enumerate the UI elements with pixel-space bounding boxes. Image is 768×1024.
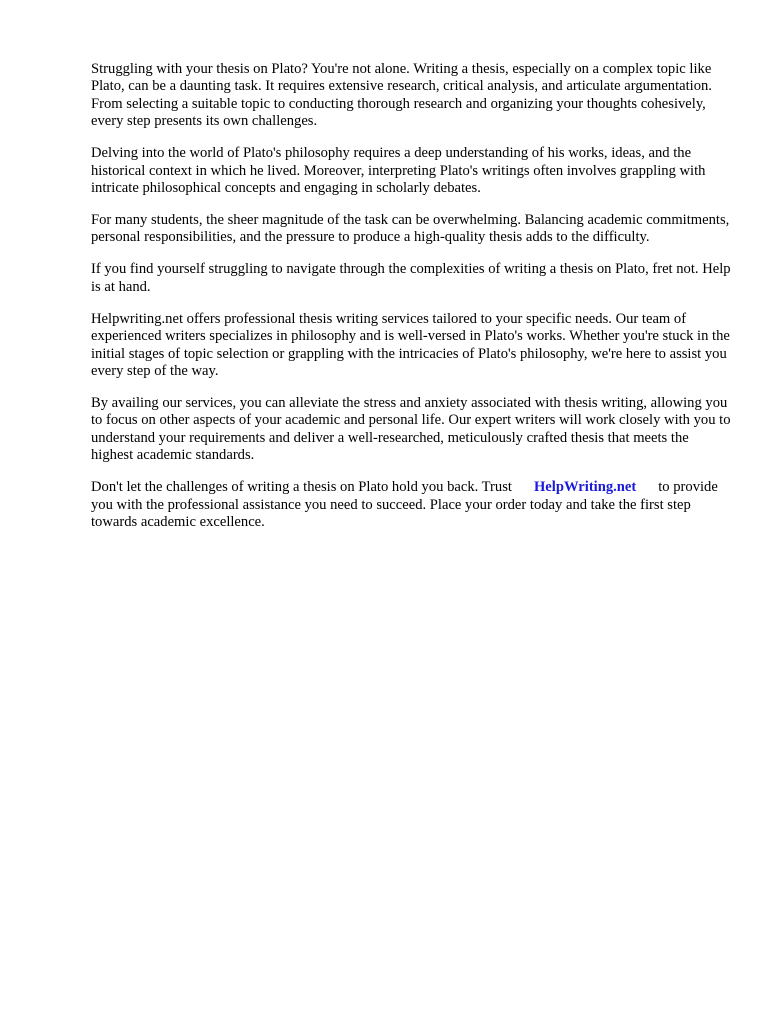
paragraph-intro: Struggling with your thesis on Plato? You're not alone. Writing a thesis, especially on a complex topic like Plato, can be a daunting task. It requires extensive research, critical analysis, and articulate argumentation. From selecting a suitable topic to conducting thorough research and organizing your thoughts cohesively, every step presents its own challenges. (91, 61, 712, 130)
helpwriting-link[interactable]: HelpWriting.net (533, 479, 637, 496)
cta-text-before: Don't let the challenges of writing a thesis on Plato hold you back. Trust (91, 479, 512, 496)
paragraph-magnitude: For many students, the sheer magnitude of the task can be overwhelming. Balancing academic commitments, personal responsibilities, and the pressure to produce a high-quality thesis adds to the difficulty. (91, 212, 730, 246)
paragraph-benefits: By availing our services, you can alleviate the stress and anxiety associated with thesis writing, allowing you to focus on other aspects of your academic and personal life. Our expert writers will work closely with you to understand your requirements and deliver a well-researched, meticulously crafted thesis that meets the highest academic standards. (91, 395, 731, 464)
paragraph-call-to-action (91, 479, 731, 531)
document-body (91, 61, 731, 546)
paragraph-services: Helpwriting.net offers professional thesis writing services tailored to your specific needs. Our team of experienced writers specializes in philosophy and is well-versed in Plato's works. Whether you're stuck in the initial stages of topic selection or grappling with the intricacies of Plato's philosophy, we're here to assist you every step of the way. (91, 310, 730, 380)
cta-text-after: to provide you with the professional assistance you need to succeed. Place your order today and take the first step towards academic excellence. (91, 479, 718, 531)
paragraph-plato-philosophy: Delving into the world of Plato's philosophy requires a deep understanding of his works, ideas, and the historical context in which he lived. Moreover, interpreting Plato's writings often involves grappling with intricate philosophical concepts and engaging in scholarly debates. (91, 145, 706, 197)
paragraph-help-at-hand: If you find yourself struggling to navigate through the complexities of writing a thesis on Plato, fret not. Help is at hand. (91, 261, 731, 295)
